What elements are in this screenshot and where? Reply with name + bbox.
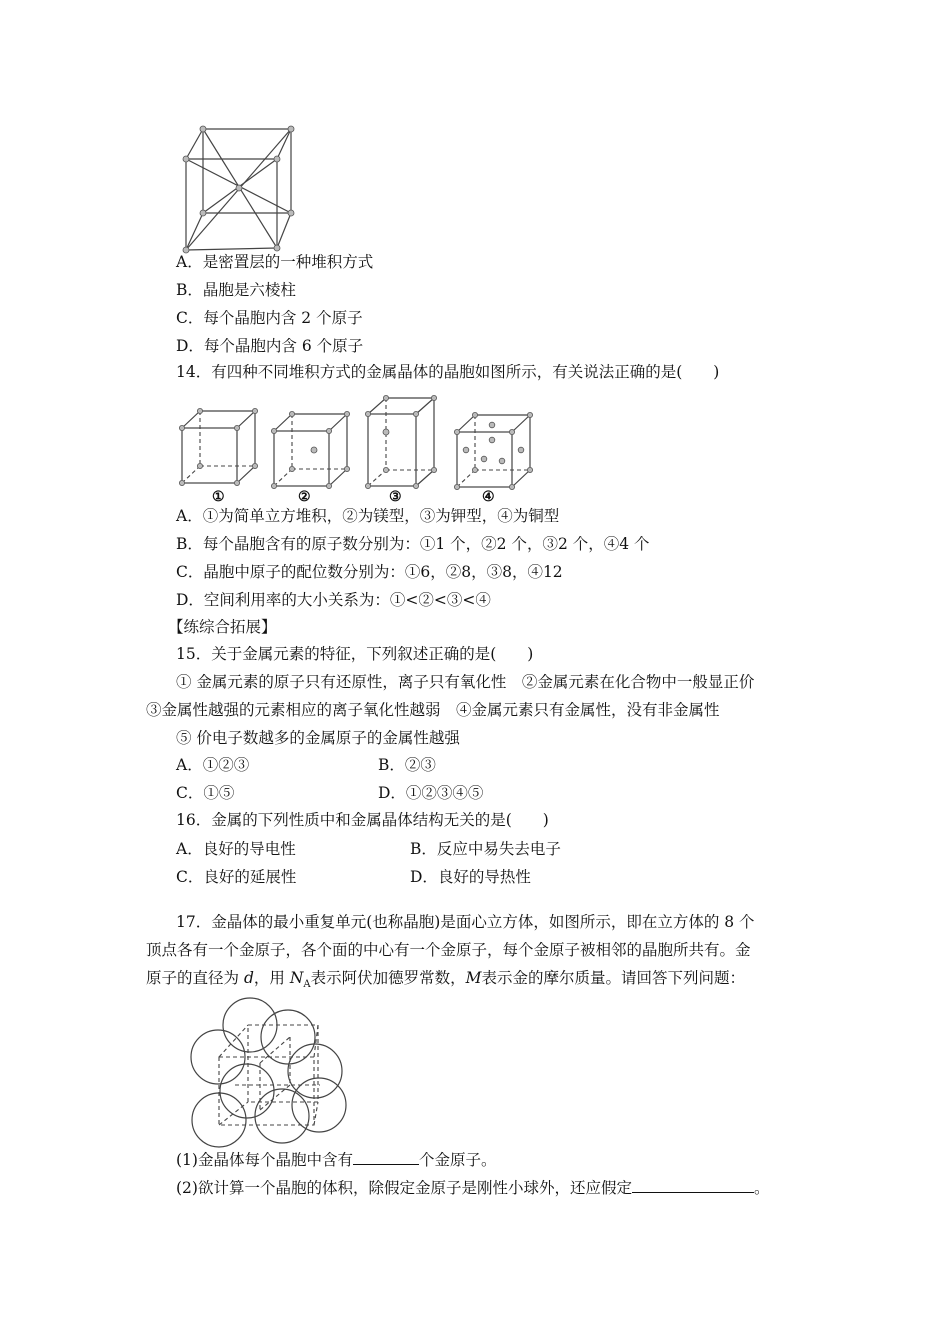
section-title: 【练综合拓展】 xyxy=(168,618,277,636)
q17-sub1-text-a: (1)金晶体每个晶胞中含有 xyxy=(176,1151,353,1169)
cell-3-label: ③ xyxy=(389,489,402,505)
q14-option-d: D．空间利用率的大小关系为：①<②<③<④ xyxy=(176,591,491,609)
q13-option-a: A．是密置层的一种堆积方式 xyxy=(176,253,374,271)
q17-sub-question-1 xyxy=(176,1149,496,1170)
var-n: N xyxy=(289,969,304,987)
q16-option-b: B．反应中易失去电子 xyxy=(410,840,561,858)
var-d: d xyxy=(243,969,254,987)
q17-sub1-text-b: 个金原子。 xyxy=(418,1151,497,1169)
q15-stem: 15．关于金属元素的特征，下列叙述正确的是( ) xyxy=(176,645,534,663)
q17-line-3-a: 原子的直径为 xyxy=(146,969,244,987)
q15-option-c: C．①⑤ xyxy=(176,784,235,802)
q16-stem: 16．金属的下列性质中和金属晶体结构无关的是( ) xyxy=(176,811,549,829)
answer-blank-1[interactable] xyxy=(353,1149,419,1165)
q13-option-c: C．每个晶胞内含 2 个原子 xyxy=(176,309,363,327)
q17-spheres xyxy=(191,998,346,1147)
q17-sub-question-2 xyxy=(176,1177,769,1198)
q15-statement-line-2: ③金属性越强的元素相应的离子氧化性越弱 ④金属元素只有金属性，没有非金属性 xyxy=(146,701,720,719)
q17-sub2-text-b: 。 xyxy=(753,1179,770,1197)
q17-line-1: 17．金晶体的最小重复单元(也称晶胞)是面心立方体，如图所示，即在立方体的 8 个 xyxy=(176,913,755,931)
q17-cube-dashed xyxy=(219,1025,320,1125)
q16-option-d: D．良好的导热性 xyxy=(410,868,531,886)
q15-statement-line-1: ① 金属元素的原子只有还原性，离子只有氧化性 ②金属元素在化合物中一般显正价 xyxy=(176,673,755,691)
q15-option-a: A．①②③ xyxy=(176,756,250,774)
var-n-subscript: A xyxy=(303,979,311,991)
q15-option-b: B．②③ xyxy=(378,756,436,774)
cell-1-label: ① xyxy=(212,489,225,505)
q14-option-b: B．每个晶胞含有的原子数分别为：①1 个，②2 个，③2 个，④4 个 xyxy=(176,535,650,553)
cell-2-label: ② xyxy=(298,489,311,505)
q17-line-2: 顶点各有一个金原子，各个面的中心有一个金原子，每个金原子被相邻的晶胞所共有。金 xyxy=(146,941,751,959)
q13-option-b: B．晶胞是六棱柱 xyxy=(176,281,296,299)
q13-option-d: D．每个晶胞内含 6 个原子 xyxy=(176,337,364,355)
q15-statement-line-3: ⑤ 价电子数越多的金属原子的金属性越强 xyxy=(176,729,460,747)
cell-4-label: ④ xyxy=(482,489,495,505)
q17-line-3-d: 表示金的摩尔质量。请回答下列问题： xyxy=(481,969,746,987)
q16-option-c: C．良好的延展性 xyxy=(176,868,297,886)
q14-stem: 14．有四种不同堆积方式的金属晶体的晶胞如图所示，有关说法正确的是( ) xyxy=(176,363,720,381)
var-m: M xyxy=(465,969,482,987)
q16-option-a: A．良好的导电性 xyxy=(176,840,296,858)
q14-option-a: A．①为简单立方堆积，②为镁型，③为钾型，④为铜型 xyxy=(176,507,560,525)
q17-sub2-text-a: (2)欲计算一个晶胞的体积，除假定金原子是刚性小球外，还应假定 xyxy=(176,1179,632,1197)
q15-option-d: D．①②③④⑤ xyxy=(378,784,484,802)
q17-line-3-b: ，用 xyxy=(253,969,290,987)
q17-line-3-c: 表示阿伏加德罗常数， xyxy=(310,969,466,987)
q14-option-c: C．晶胞中原子的配位数分别为：①6，②8，③8，④12 xyxy=(176,563,563,581)
answer-blank-2[interactable] xyxy=(632,1177,754,1193)
